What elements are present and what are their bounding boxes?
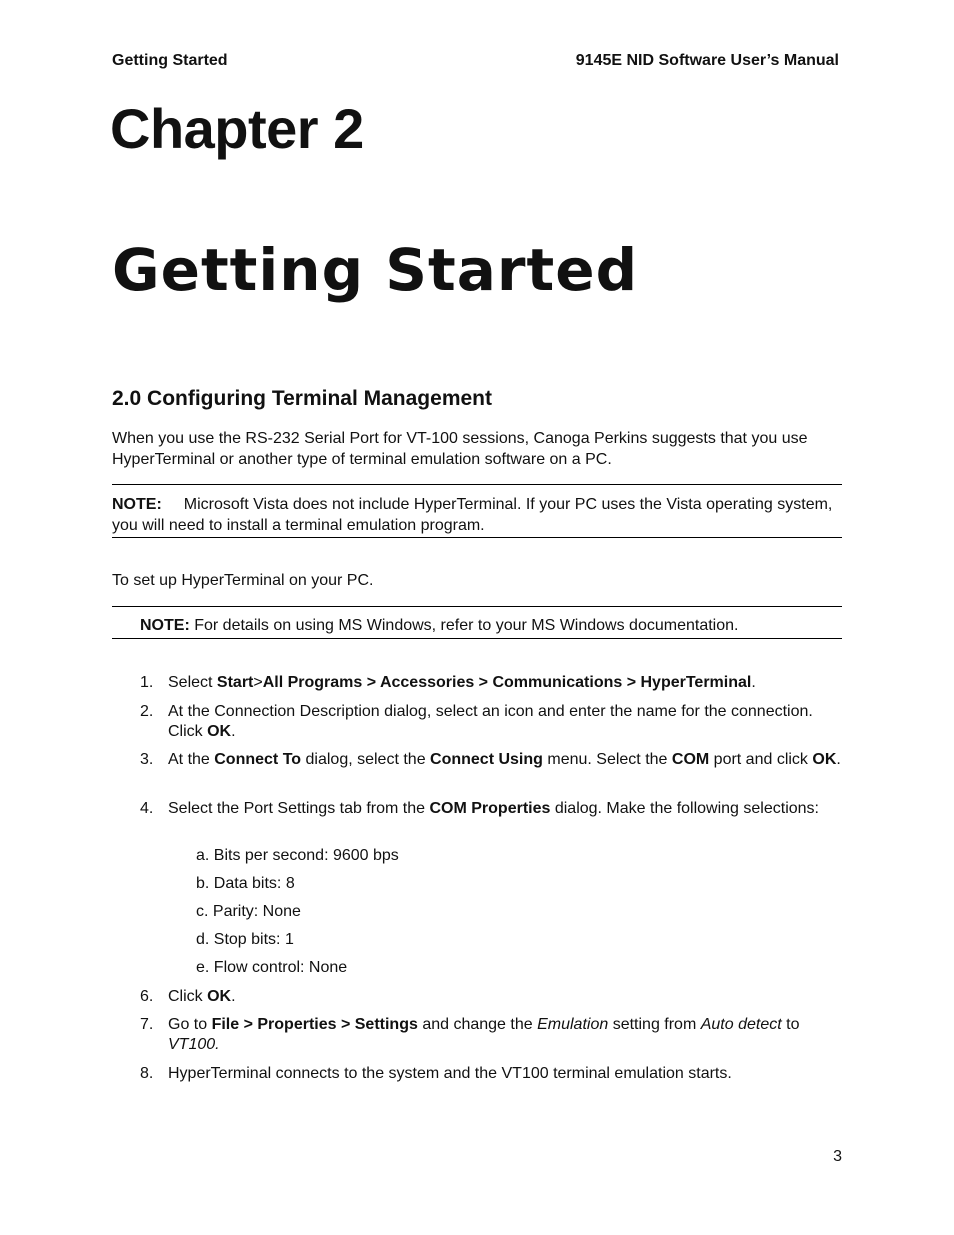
sub-list-item: a. Bits per second: 9600 bps — [196, 847, 399, 864]
sub-list-item: e. Flow control: None — [196, 959, 348, 976]
page-title: Getting Started — [112, 236, 639, 304]
list-text: At the Connection Description dialog, select an icon and enter the name for the connection. Click OK. — [168, 703, 813, 740]
list-number: 4. — [140, 800, 154, 817]
chapter-title: Chapter 2 — [110, 97, 364, 160]
list-number: 8. — [140, 1065, 154, 1082]
section-heading: 2.0 Configuring Terminal Management — [112, 387, 492, 410]
note-windows — [140, 615, 840, 636]
sub-list-item: b. Data bits: 8 — [196, 875, 295, 892]
setup-paragraph: To set up HyperTerminal on your PC. — [112, 572, 374, 589]
note-text: Microsoft Vista does not include HyperTerminal. If your PC uses the Vista operating system, you will need to install a terminal emulation program. — [112, 496, 833, 534]
list-number: 6. — [140, 988, 154, 1005]
list-text: HyperTerminal connects to the system and the VT100 terminal emulation starts. — [168, 1065, 732, 1082]
note-text: For details on using MS Windows, refer to your MS Windows documentation. — [194, 617, 739, 634]
note-label: NOTE: — [140, 617, 190, 634]
note-label: NOTE: — [112, 496, 162, 513]
page-number: 3 — [833, 1148, 842, 1165]
list-text: Click OK. — [168, 988, 236, 1005]
note-bottom-rule — [112, 537, 842, 538]
list-text: Go to File > Properties > Settings and change the Emulation setting from Auto detect to VT100. — [168, 1016, 800, 1053]
note-vista — [112, 494, 842, 536]
list-text: Select Start>All Programs > Accessories > Communications > HyperTerminal. — [168, 674, 756, 691]
list-text: Select the Port Settings tab from the COM Properties dialog. Make the following selections: — [168, 800, 819, 817]
note2-bottom-rule — [112, 638, 842, 639]
note2-top-rule — [112, 606, 842, 607]
list-number: 1. — [140, 674, 154, 691]
list-number: 7. — [140, 1016, 154, 1033]
list-number: 2. — [140, 703, 154, 720]
intro-paragraph: When you use the RS-232 Serial Port for VT-100 sessions, Canoga Perkins suggests that you use HyperTerminal or another type of terminal emulation software on a PC. — [112, 430, 808, 468]
running-header-left: Getting Started — [112, 52, 228, 69]
running-header-right: 9145E NID Software User’s Manual — [575, 52, 839, 69]
list-number: 3. — [140, 751, 154, 768]
sub-list-item: d. Stop bits: 1 — [196, 931, 294, 948]
list-text: At the Connect To dialog, select the Connect Using menu. Select the COM port and click OK. — [168, 751, 841, 768]
sub-list-item: c. Parity: None — [196, 903, 301, 920]
note-top-rule — [112, 484, 842, 485]
